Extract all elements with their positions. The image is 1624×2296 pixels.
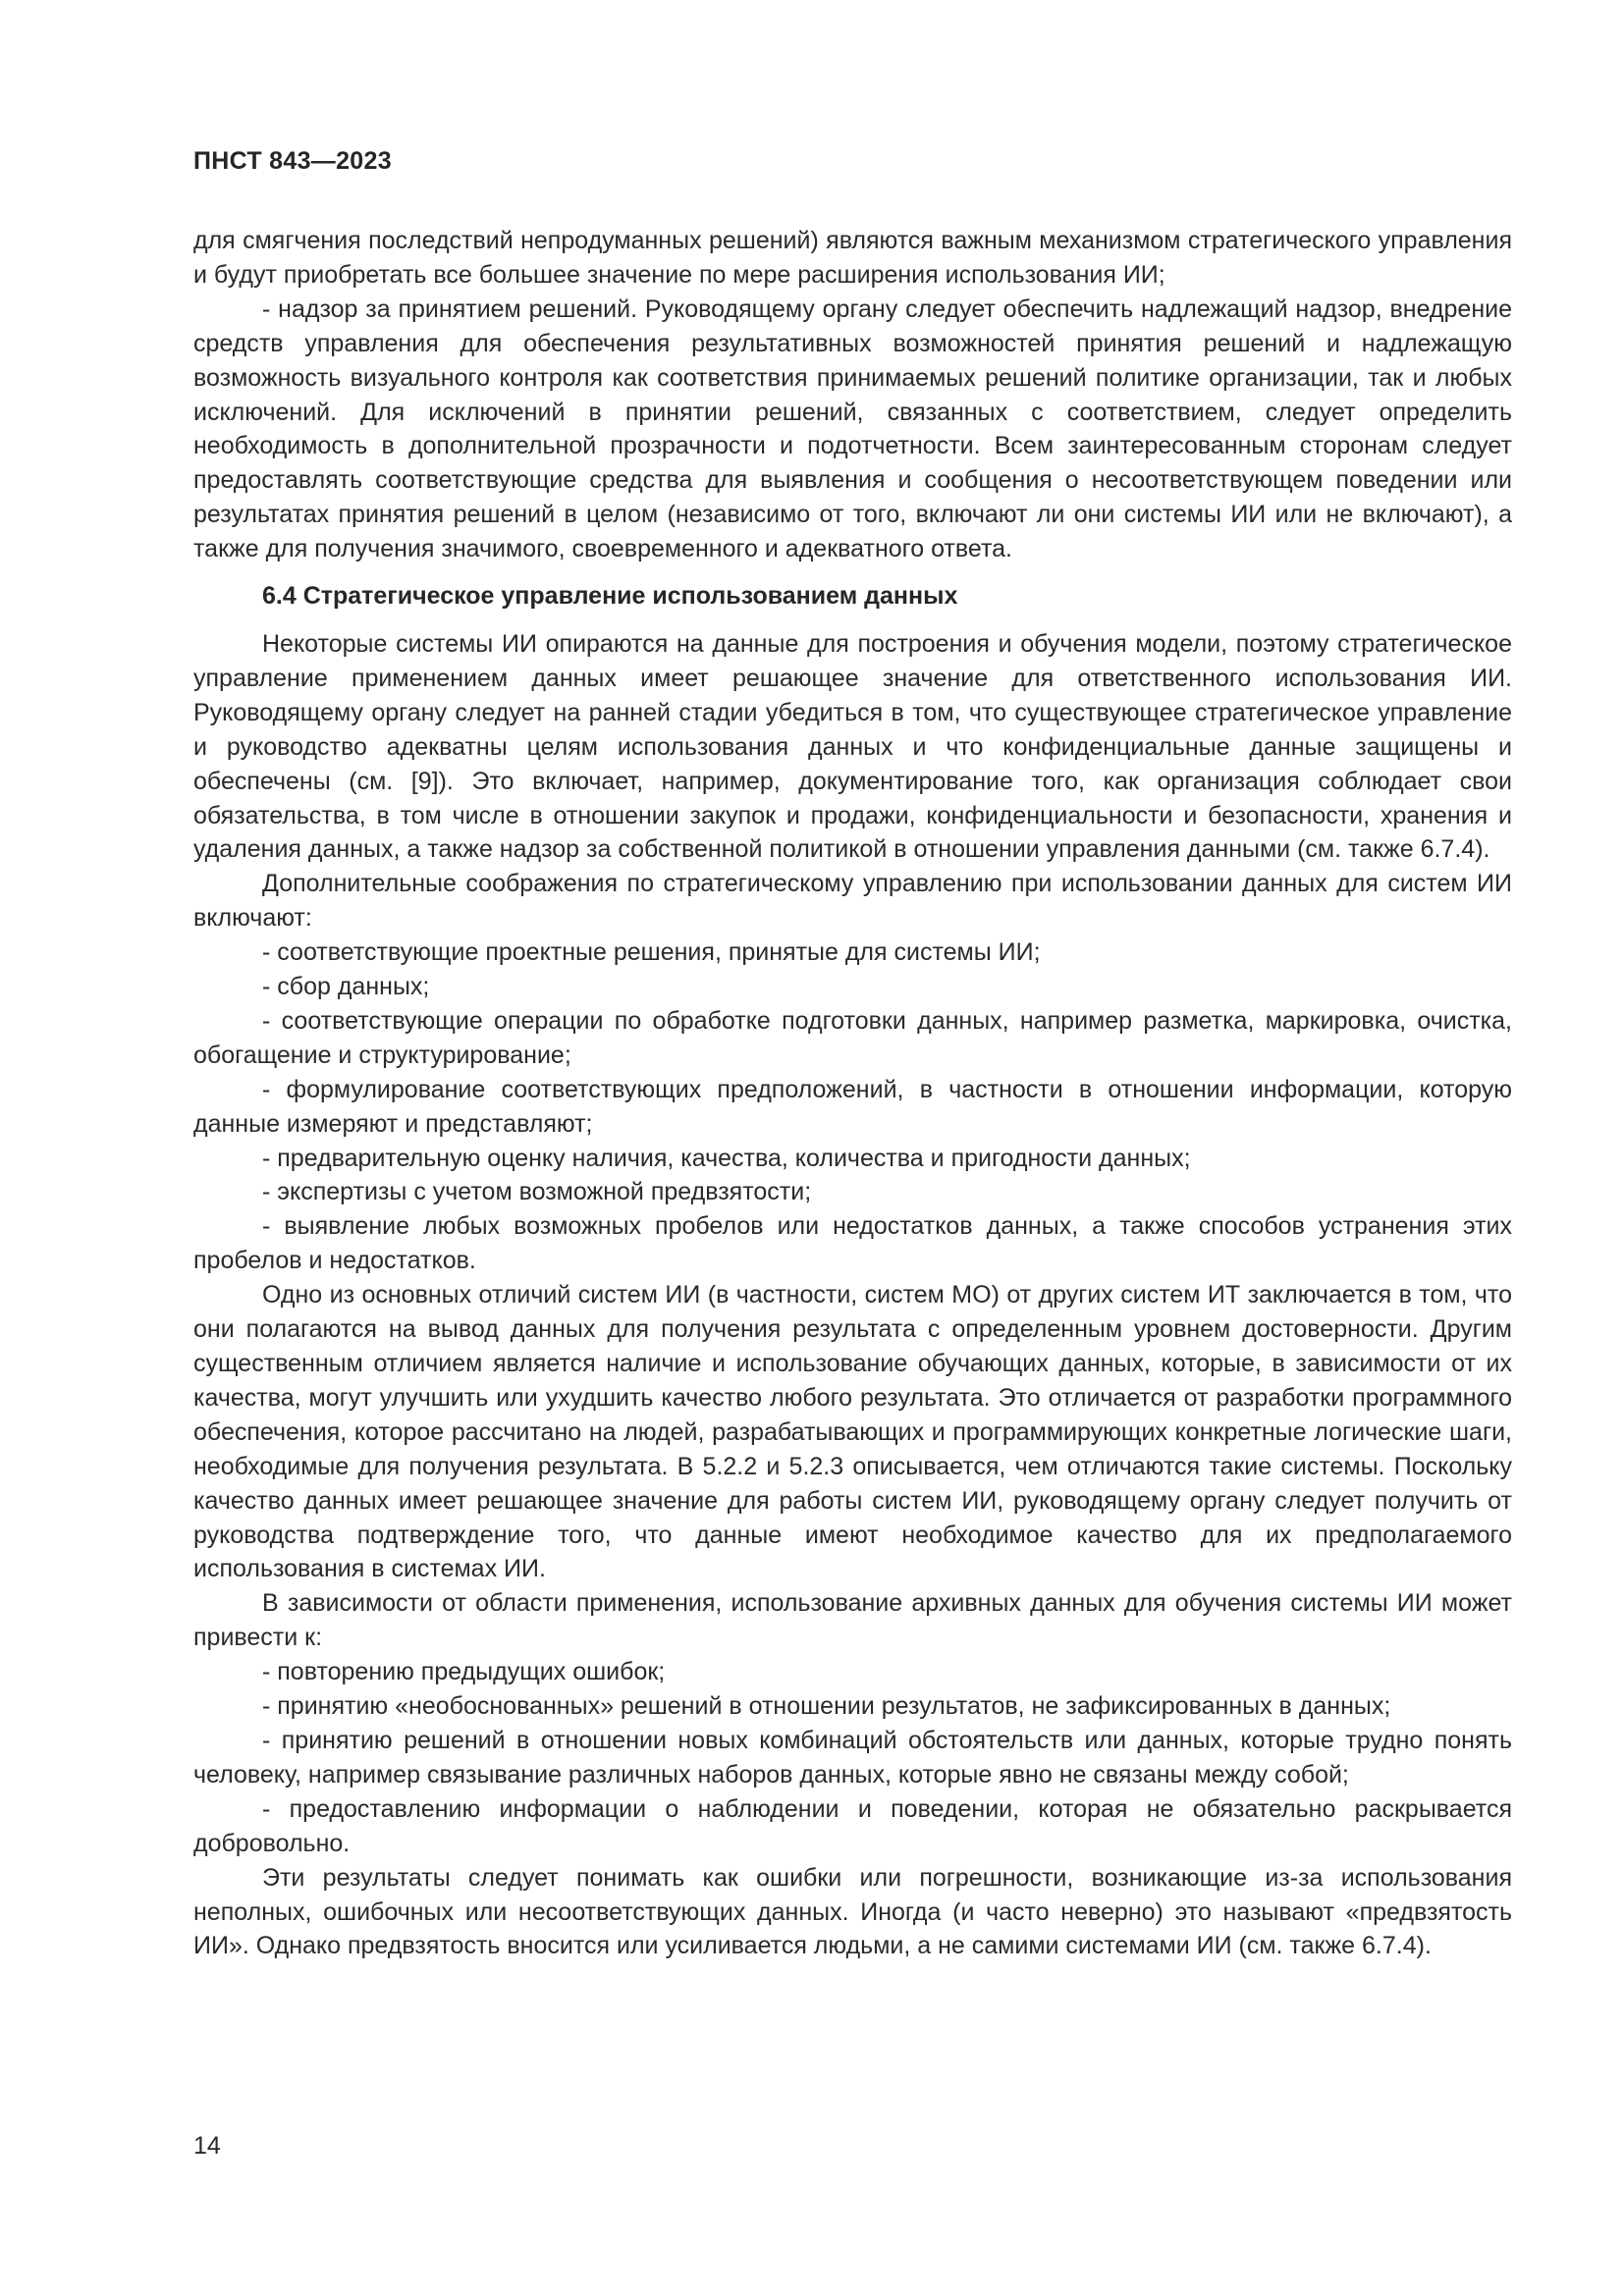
list-item: - соответствующие операции по обработке подготовки данных, например разметка, маркировка, очистка, обогащение и структурирование; [193, 1006, 1512, 1069]
section-heading: 6.4 Стратегическое управление использованием данных [262, 582, 958, 611]
document-body [193, 224, 1512, 1963]
page-number: 14 [193, 2132, 221, 2160]
list-item: - надзор за принятием решений. Руководящему органу следует обеспечить надлежащий надзор, внедрение средств управления для обеспечения результативных возможностей принятия решений и надлежащую возможность визуального контроля как соответствия принимаемых решений политике организации, так и любых исключений. Для исключений в принятии решений, связанных с соответствием, следует определить необходимость в дополнительной прозрачности и подотчетности. Всем заинтересованным сторонам следует предоставлять соответствующие средства для выявления и сообщения о несоответствующем поведении или результатах принятия решений в целом (независимо от того, включают ли они системы ИИ или не включают), а также для получения значимого, своевременного и адекватного ответа. [193, 294, 1512, 563]
paragraph: Одно из основных отличий систем ИИ (в частности, систем МО) от других систем ИТ заключается в том, что они полагаются на вывод данных для получения результата с определенным уровнем достоверности. Другим существенным отличием является наличие и использование обучающих данных, которые, в зависимости от их качества, могут улучшить или ухудшить качество любого результата. Это отличается от разработки программного обеспечения, которое рассчитано на людей, разрабатывающих и программирующих конкретные логические шаги, необходимые для получения результата. В 5.2.2 и 5.2.3 описывается, чем отличаются такие системы. Поскольку качество данных имеет решающее значение для работы систем ИИ, руководящему органу следует получить от руководства подтверждение того, что данные имеют необходимое качество для их предполагаемого использования в системах ИИ. [193, 1281, 1512, 1583]
list-item: - экспертизы с учетом возможной предвзятости; [262, 1178, 812, 1206]
paragraph: В зависимости от области применения, использование архивных данных для обучения системы ИИ может привести к: [193, 1589, 1512, 1652]
list-item: - предоставлению информации о наблюдении и поведении, которая не обязательно раскрывается добровольно. [193, 1794, 1512, 1857]
list-item: - сбор данных; [262, 973, 430, 1001]
list-item: - принятию решений в отношении новых комбинаций обстоятельств или данных, которые трудно понять человеку, например связывание различных наборов данных, которые явно не связаны между собой; [193, 1726, 1512, 1789]
list-item: - выявление любых возможных пробелов или недостатков данных, а также способов устранения этих пробелов и недостатков. [193, 1212, 1512, 1275]
list-item: - формулирование соответствующих предположений, в частности в отношении информации, которую данные измеряют и представляют; [193, 1075, 1512, 1138]
paragraph: Дополнительные соображения по стратегическому управлению при использовании данных для систем ИИ включают: [193, 870, 1512, 933]
list-item: - принятию «необоснованных» решений в отношении результатов, не зафиксированных в данных; [262, 1692, 1391, 1721]
paragraph: Эти результаты следует понимать как ошибки или погрешности, возникающие из-за использования неполных, ошибочных или несоответствующих данных. Иногда (и часто неверно) это называют «предвзятость ИИ». Однако предвзятость вносится или усиливается людьми, а не самими системами ИИ (см. также 6.7.4). [193, 1863, 1512, 1960]
list-item: - повторению предыдущих ошибок; [262, 1658, 666, 1686]
list-item: - предварительную оценку наличия, качества, количества и пригодности данных; [262, 1144, 1191, 1172]
paragraph: Некоторые системы ИИ опираются на данные для построения и обучения модели, поэтому стратегическое управление применением данных имеет решающее значение для ответственного использования ИИ. Руководящему органу следует на ранней стадии убедиться в том, что существующее стратегическое управление и руководство адекватны целям использования данных и что конфиденциальные данные защищены и обеспечены (см. [9]). Это включает, например, документирование того, как организация соблюдает свои обязательства, в том числе в отношении закупок и продажи, конфиденциальности и безопасности, хранения и удаления данных, а также надзор за собственной политикой в отношении управления данными (см. также 6.7.4). [193, 629, 1512, 864]
document-header: ПНСТ 843—2023 [193, 147, 392, 175]
paragraph: для смягчения последствий непродуманных решений) являются важным механизмом стратегического управления и будут приобретать все большее значение по мере расширения использования ИИ; [193, 227, 1512, 289]
list-item: - соответствующие проектные решения, принятые для системы ИИ; [262, 938, 1041, 967]
